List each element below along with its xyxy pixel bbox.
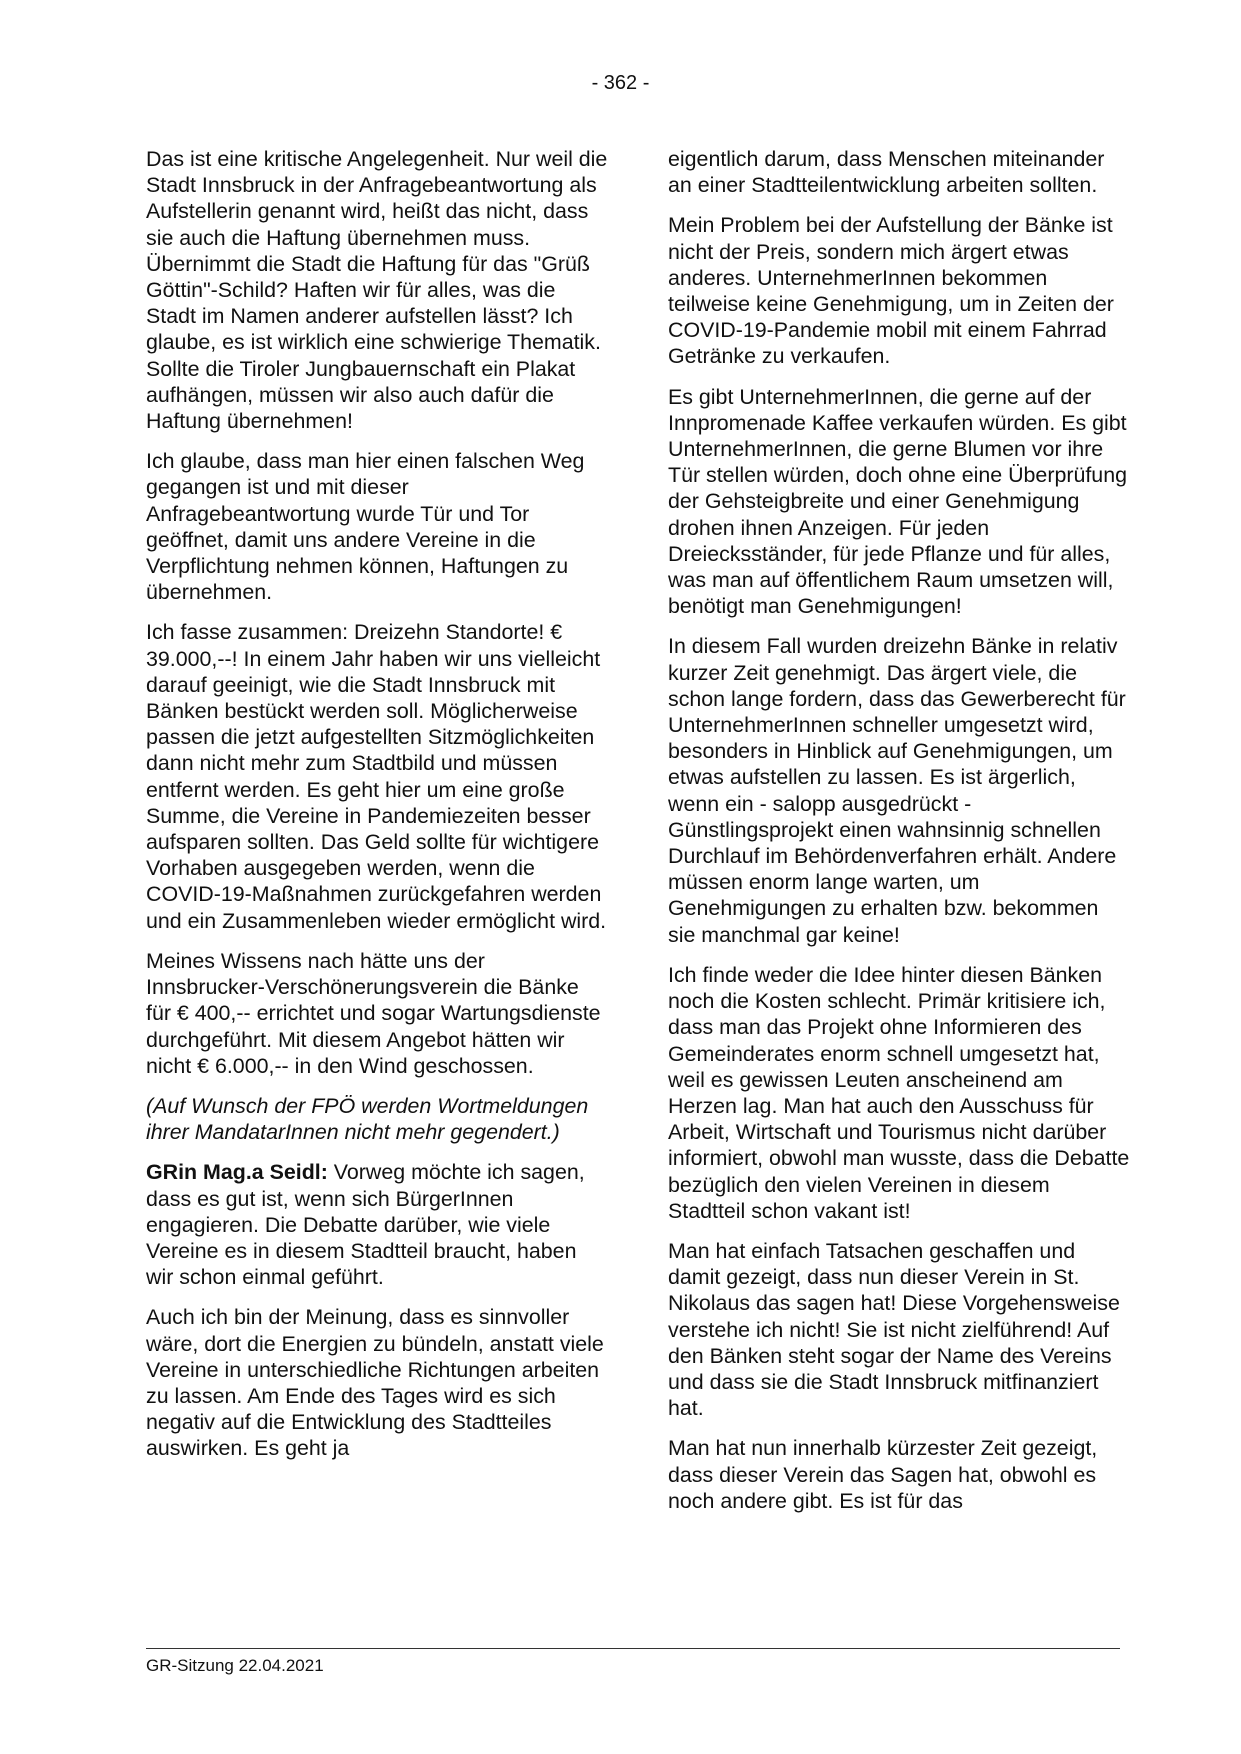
paragraph: Man hat nun innerhalb kürzester Zeit gezeigt, dass dieser Verein das Sagen hat, obwohl es noch andere gibt. Es ist für das (668, 1436, 1098, 1513)
paragraph: Auch ich bin der Meinung, dass es sinnvoller wäre, dort die Energien zu bündeln, anstatt viele Vereine in unterschiedliche Richtungen arbeiten zu lassen. Am Ende des Tages wird es sich negativ auf die Entwicklung des Stadtteiles auswirken. Es geht ja (146, 1305, 604, 1461)
footer-session-date: GR-Sitzung 22.04.2021 (146, 1656, 324, 1675)
paragraph: Man hat einfach Tatsachen geschaffen und damit gezeigt, dass nun dieser Verein in St. Nikolaus das sagen hat! Diese Vorgehensweise verstehe ich nicht! Sie ist nicht zielführend! Auf den Bänken steht sogar der Name des Vereins und dass sie die Stadt Innsbruck mitfinanziert hat. (668, 1238, 1120, 1421)
speaker-name: GRin Mag.a Seidl: (146, 1160, 328, 1185)
speaker-text: Vorweg möchte ich sagen, dass es gut ist, wenn sich BürgerInnen engagieren. Die Debatte darüber, wie viele Vereine es in diesem Stadtteil braucht, haben wir schon einmal geführt. (146, 1160, 585, 1290)
paragraph: Es gibt UnternehmerInnen, die gerne auf der Innpromenade Kaffee verkaufen würden. Es gibt UnternehmerInnen, die gerne Blumen vor ihre Tür stellen würden, doch ohne eine Überprüfung der Gehsteigbreite und einer Genehmigung drohen ihnen Anzeigen. Für jeden Dreiecksständer, für jede Pflanze und für alles, was man auf öffentlichem Raum umsetzen will, benötigt man Genehmigungen! (668, 384, 1128, 619)
paragraph: Mein Problem bei der Aufstellung der Bänke ist nicht der Preis, sondern mich ärgert etwas anderes. UnternehmerInnen bekommen teilweise keine Genehmigung, um in Zeiten der COVID-19-Pandemie mobil mit einem Fahrrad Getränke zu verkaufen. (668, 213, 1114, 369)
speaker-paragraph (146, 1159, 608, 1290)
paragraph: Meines Wissens nach hätte uns der Innsbrucker-Verschönerungsverein die Bänke für € 400,-- errichtet und sogar Wartungsdienste durchgeführt. Mit diesem Angebot hätten wir nicht € 6.000,-- in den Wind geschossen. (146, 948, 601, 1078)
paragraph: Ich glaube, dass man hier einen falschen Weg gegangen ist und mit dieser Anfragebeantwortung wurde Tür und Tor geöffnet, damit uns andere Vereine in die Verpflichtung nehmen können, Haftungen zu übernehmen. (146, 449, 585, 605)
paragraph: eigentlich darum, dass Menschen miteinander an einer Stadtteilentwicklung arbeiten sollten. (668, 147, 1105, 198)
paragraph: Das ist eine kritische Angelegenheit. Nur weil die Stadt Innsbruck in der Anfragebeantwortung als Aufstellerin genannt wird, heißt das nicht, dass sie auch die Haftung übernehmen muss. Übernimmt die Stadt die Haftung für das "Grüß Göttin"-Schild? Haften wir für alles, was die Stadt im Namen anderer aufstellen lässt? Ich glaube, es ist wirklich eine schwierige Thematik. Sollte die Tiroler Jungbauernschaft ein Plakat aufhängen, müssen wir also auch dafür die Haftung übernehmen! (146, 147, 608, 434)
paragraph: Ich finde weder die Idee hinter diesen Bänken noch die Kosten schlecht. Primär kritisiere ich, dass man das Projekt ohne Informieren des Gemeinderates enorm schnell umgesetzt hat, weil es gewissen Leuten anscheinend am Herzen lag. Man hat auch den Ausschuss für Arbeit, Wirtschaft und Tourismus nicht darüber informiert, obwohl man wusste, dass die Debatte bezüglich den vielen Vereinen in diesem Stadtteil schon vakant ist! (668, 962, 1130, 1223)
paragraph: In diesem Fall wurden dreizehn Bänke in relativ kurzer Zeit genehmigt. Das ärgert viele, die schon lange fordern, dass das Gewerberecht für UnternehmerInnen schneller umgesetzt wird, besonders in Hinblick auf Genehmigungen, um etwas aufstellen zu lassen. Es ist ärgerlich, wenn ein - salopp ausgedrückt - Günstlingsprojekt einen wahnsinnig schnellen Durchlauf im Behördenverfahren erhält. Andere müssen enorm lange warten, um Genehmigungen zu erhalten bzw. bekommen sie manchmal gar keine! (668, 634, 1126, 947)
right-column (668, 146, 1130, 1528)
paragraph: Ich fasse zusammen: Dreizehn Standorte! € 39.000,--! In einem Jahr haben wir uns vielleicht darauf geeinigt, wie die Stadt Innsbruck mit Bänken bestückt werden soll. Möglicherweise passen die jetzt aufgestellten Sitzmöglichkeiten dann nicht mehr zum Stadtbild und müssen entfernt werden. Es geht hier um eine große Summe, die Vereine in Pandemiezeiten besser aufsparen sollten. Das Geld sollte für wichtigere Vorhaben ausgegeben werden, wenn die COVID-19-Maßnahmen zurückgefahren werden und ein Zusammenleben wieder ermöglicht wird. (146, 620, 607, 933)
left-column (146, 146, 608, 1476)
stage-direction: (Auf Wunsch der FPÖ werden Wortmeldungen ihrer MandatarInnen nicht mehr gegendert.) (146, 1093, 589, 1145)
page-number: - 362 - (591, 72, 650, 94)
footer-divider (146, 1648, 1120, 1649)
